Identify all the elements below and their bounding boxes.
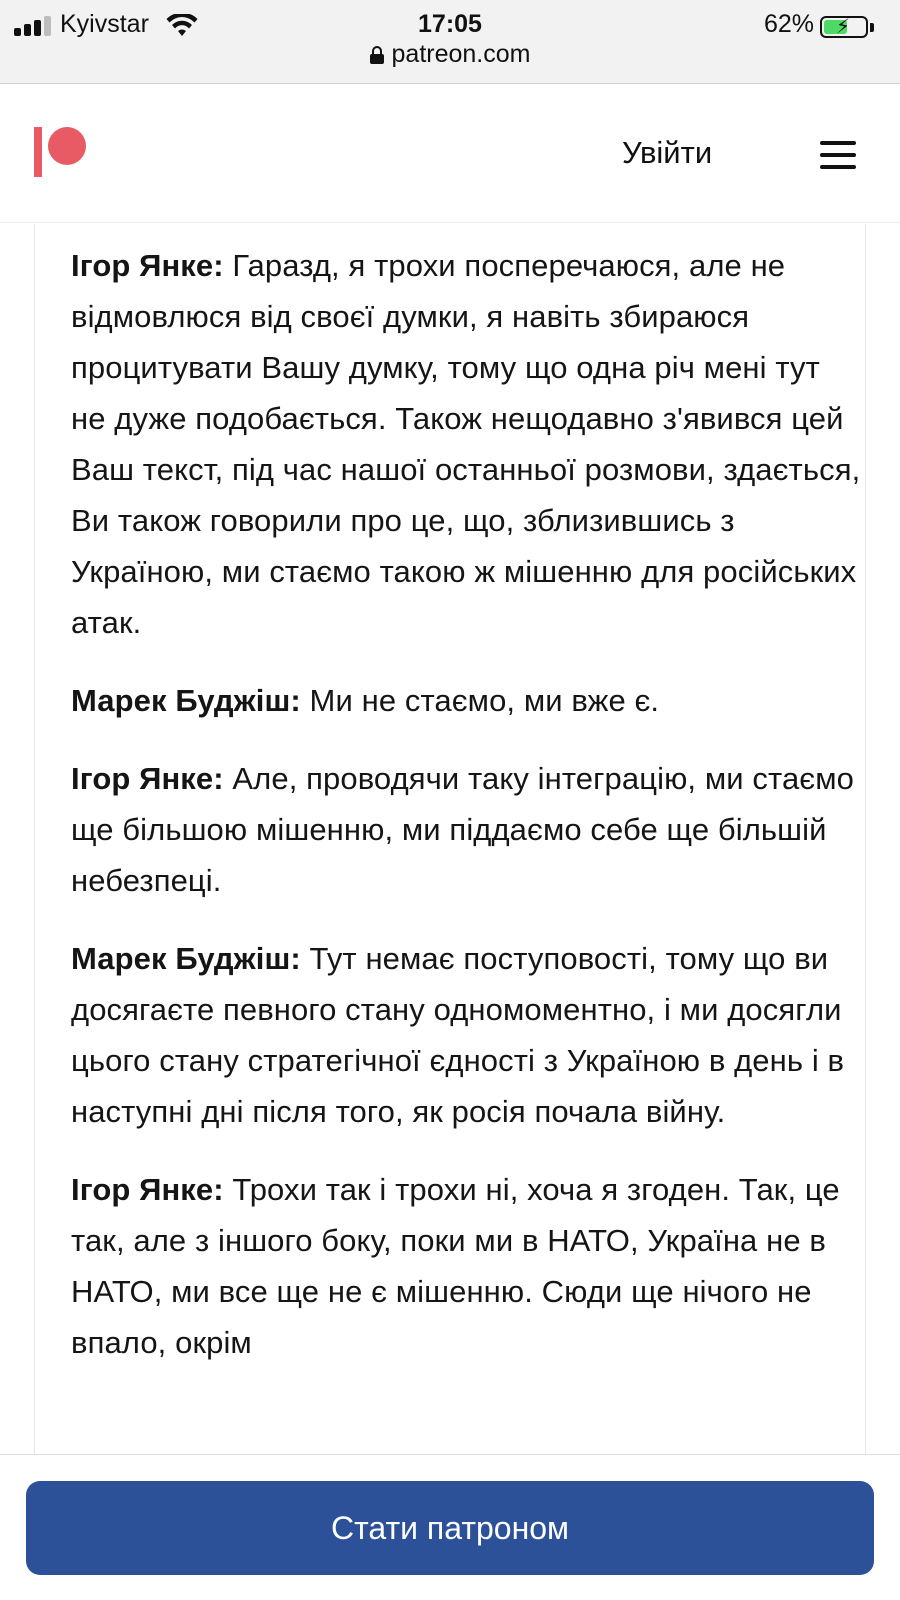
battery-percent: 62% — [763, 10, 814, 38]
login-link[interactable]: Увійти — [622, 135, 713, 170]
clock: 17:05 — [418, 10, 482, 38]
paragraph — [71, 753, 861, 906]
hamburger-menu-icon[interactable] — [820, 141, 856, 169]
logo-dot — [48, 127, 86, 165]
paragraph — [71, 240, 861, 648]
paragraph — [71, 1164, 861, 1368]
speaker-name: Марек Буджіш: — [71, 941, 301, 976]
paragraph-text: Тут немає поступовості, тому що ви досягаєте певного стану одномоментно, і ми досягли цього стану стратегічної єдності з Україною в день і в наступні дні після того, як росія почала війну. — [71, 941, 845, 1129]
speaker-name: Ігор Янке: — [71, 1172, 224, 1207]
paragraph-text: Але, проводячи таку інтеграцію, ми стаємо ще більшою мішенню, ми піддаємо себе ще більшій небезпеці. — [71, 761, 854, 898]
status-row — [0, 8, 900, 40]
paragraph-text: Трохи так і трохи ні, хоча я згоден. Так, це так, але з іншого боку, поки ми в НАТО, Україна не в НАТО, ми все ще не є мішенню. Сюди ще нічого не впало, окрім — [71, 1172, 840, 1360]
speaker-name: Ігор Янке: — [71, 248, 224, 283]
speaker-name: Ігор Янке: — [71, 761, 224, 796]
charging-bolt-icon: ⚡ — [836, 16, 851, 38]
battery-tip — [870, 23, 874, 32]
address-bar[interactable] — [0, 40, 900, 76]
post-content — [34, 224, 866, 1454]
logo-bar — [34, 127, 42, 177]
url-text: patreon.com — [391, 40, 531, 68]
speaker-name: Марек Буджіш: — [71, 683, 301, 718]
battery-icon — [820, 16, 868, 38]
status-bar — [0, 0, 900, 84]
carrier-name: Kyivstar — [60, 10, 149, 38]
article-body — [71, 240, 861, 1395]
paragraph — [71, 933, 861, 1137]
paragraph — [71, 675, 861, 726]
become-patron-button[interactable]: Стати патроном — [26, 1481, 874, 1575]
paragraph-text: Гаразд, я трохи посперечаюся, але не відмовлюся від своєї думки, я навіть збираюся процитувати Вашу думку, тому що одна річ мені тут не дуже подобається. Також нещодавно з'явився цей Ваш текст, під час нашої останньої розмови, здається, Ви також говорили про це, що, зблизившись з Україною, ми стаємо такою ж мішенню для російських атак. — [71, 248, 861, 640]
lock-icon — [370, 46, 384, 64]
site-header — [0, 85, 900, 223]
bottom-cta-bar — [0, 1454, 900, 1600]
paragraph-text: Ми не стаємо, ми вже є. — [300, 683, 660, 718]
patreon-logo[interactable] — [34, 127, 90, 181]
